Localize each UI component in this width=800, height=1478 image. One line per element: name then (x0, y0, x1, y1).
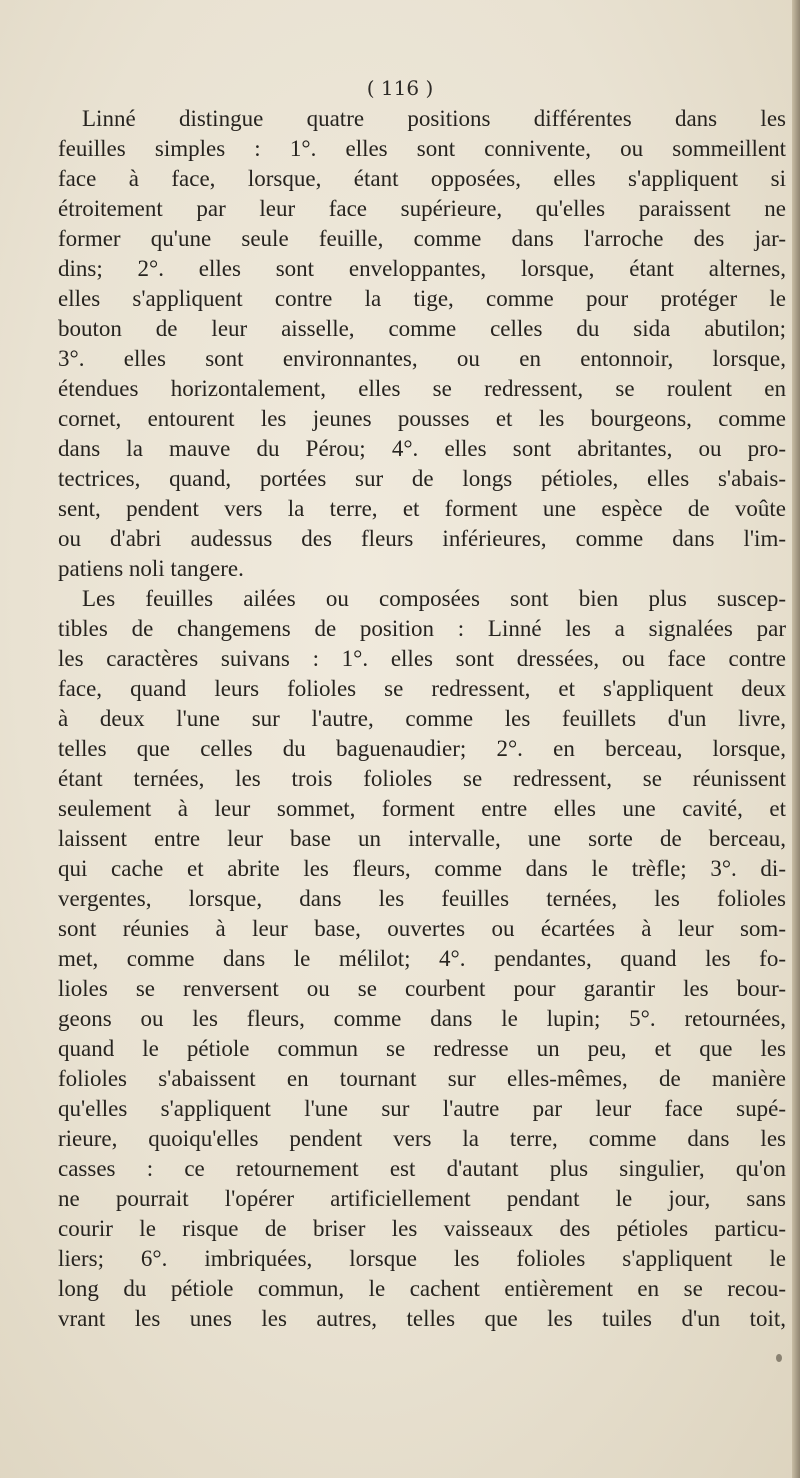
text-line: liers; 6°. imbriquées, lorsque les folioles s'appliquent le (58, 1246, 786, 1271)
text-line: ne pourrait l'opérer artificiellement pendant le jour, sans (58, 1186, 786, 1211)
text-line: casses : ce retournement est d'autant plus singulier, qu'on (58, 1156, 786, 1181)
page-number: ( 116 ) (366, 76, 434, 100)
text-line: quand le pétiole commun se redresse un peu, et que les (58, 1036, 786, 1061)
text-line: sont réunies à leur base, ouvertes ou écartées à leur som- (58, 916, 786, 941)
text-line: long du pétiole commun, le cachent entièrement en se recou- (58, 1276, 786, 1301)
text-line: met, comme dans le mélilot; 4°. pendantes, quand les fo- (58, 946, 786, 971)
text-line: dans la mauve du Pérou; 4°. elles sont abritantes, ou pro- (58, 436, 786, 461)
text-line: bouton de leur aisselle, comme celles du sida abutilon; (58, 316, 786, 341)
text-line: rieure, quoiqu'elles pendent vers la terre, comme dans les (58, 1126, 786, 1151)
text-line: former qu'une seule feuille, comme dans l'arroche des jar- (58, 226, 786, 251)
text-line: tectrices, quand, portées sur de longs pétioles, elles s'abais- (58, 466, 786, 491)
text-line: telles que celles du baguenaudier; 2°. en berceau, lorsque, (58, 736, 786, 761)
text-line: laissent entre leur base un intervalle, une sorte de berceau, (58, 826, 786, 851)
text-line: étant ternées, les trois folioles se redressent, se réunissent (58, 766, 786, 791)
text-line: dins; 2°. elles sont enveloppantes, lorsque, étant alternes, (58, 256, 786, 281)
text-line: seulement à leur sommet, forment entre elles une cavité, et (58, 796, 786, 821)
text-line: vergentes, lorsque, dans les feuilles ternées, les folioles (58, 886, 786, 911)
text-line: sent, pendent vers la terre, et forment une espèce de voûte (58, 496, 786, 521)
text-line: patiens noli tangere. (58, 556, 244, 581)
text-line: les caractères suivans : 1°. elles sont dressées, ou face contre (58, 646, 786, 671)
text-line: à deux l'une sur l'autre, comme les feuillets d'un livre, (58, 706, 786, 731)
paper-speck (776, 1354, 782, 1362)
text-line: folioles s'abaissent en tournant sur elles-mêmes, de manière (58, 1066, 786, 1091)
text-line: feuilles simples : 1°. elles sont connivente, ou sommeillent (58, 136, 786, 161)
text-line: Les feuilles ailées ou composées sont bien plus suscep- (82, 586, 786, 611)
text-line: qui cache et abrite les fleurs, comme dans le trèfle; 3°. di- (58, 856, 786, 881)
text-line: lioles se renversent ou se courbent pour garantir les bour- (58, 976, 786, 1001)
page-edge (792, 0, 800, 1478)
text-line: tibles de changemens de position : Linné les a signalées par (58, 616, 786, 641)
text-line: face à face, lorsque, étant opposées, elles s'appliquent si (58, 166, 786, 191)
text-line: ou d'abri audessus des fleurs inférieures, comme dans l'im- (58, 526, 786, 551)
text-line: elles s'appliquent contre la tige, comme pour protéger le (58, 286, 786, 311)
text-line: étroitement par leur face supérieure, qu'elles paraissent ne (58, 196, 786, 221)
text-line: qu'elles s'appliquent l'une sur l'autre par leur face supé- (58, 1096, 786, 1121)
text-line: face, quand leurs folioles se redressent, et s'appliquent deux (58, 676, 786, 701)
text-line: étendues horizontalement, elles se redressent, se roulent en (58, 376, 786, 401)
text-line: geons ou les fleurs, comme dans le lupin; 5°. retournées, (58, 1006, 786, 1031)
body-text (58, 104, 786, 1334)
text-line: 3°. elles sont environnantes, ou en entonnoir, lorsque, (58, 346, 786, 371)
text-line: vrant les unes les autres, telles que les tuiles d'un toit, (58, 1306, 786, 1331)
text-line: courir le risque de briser les vaisseaux des pétioles particu- (58, 1216, 786, 1241)
text-line: cornet, entourent les jeunes pousses et les bourgeons, comme (58, 406, 786, 431)
text-line: Linné distingue quatre positions différentes dans les (82, 106, 786, 131)
